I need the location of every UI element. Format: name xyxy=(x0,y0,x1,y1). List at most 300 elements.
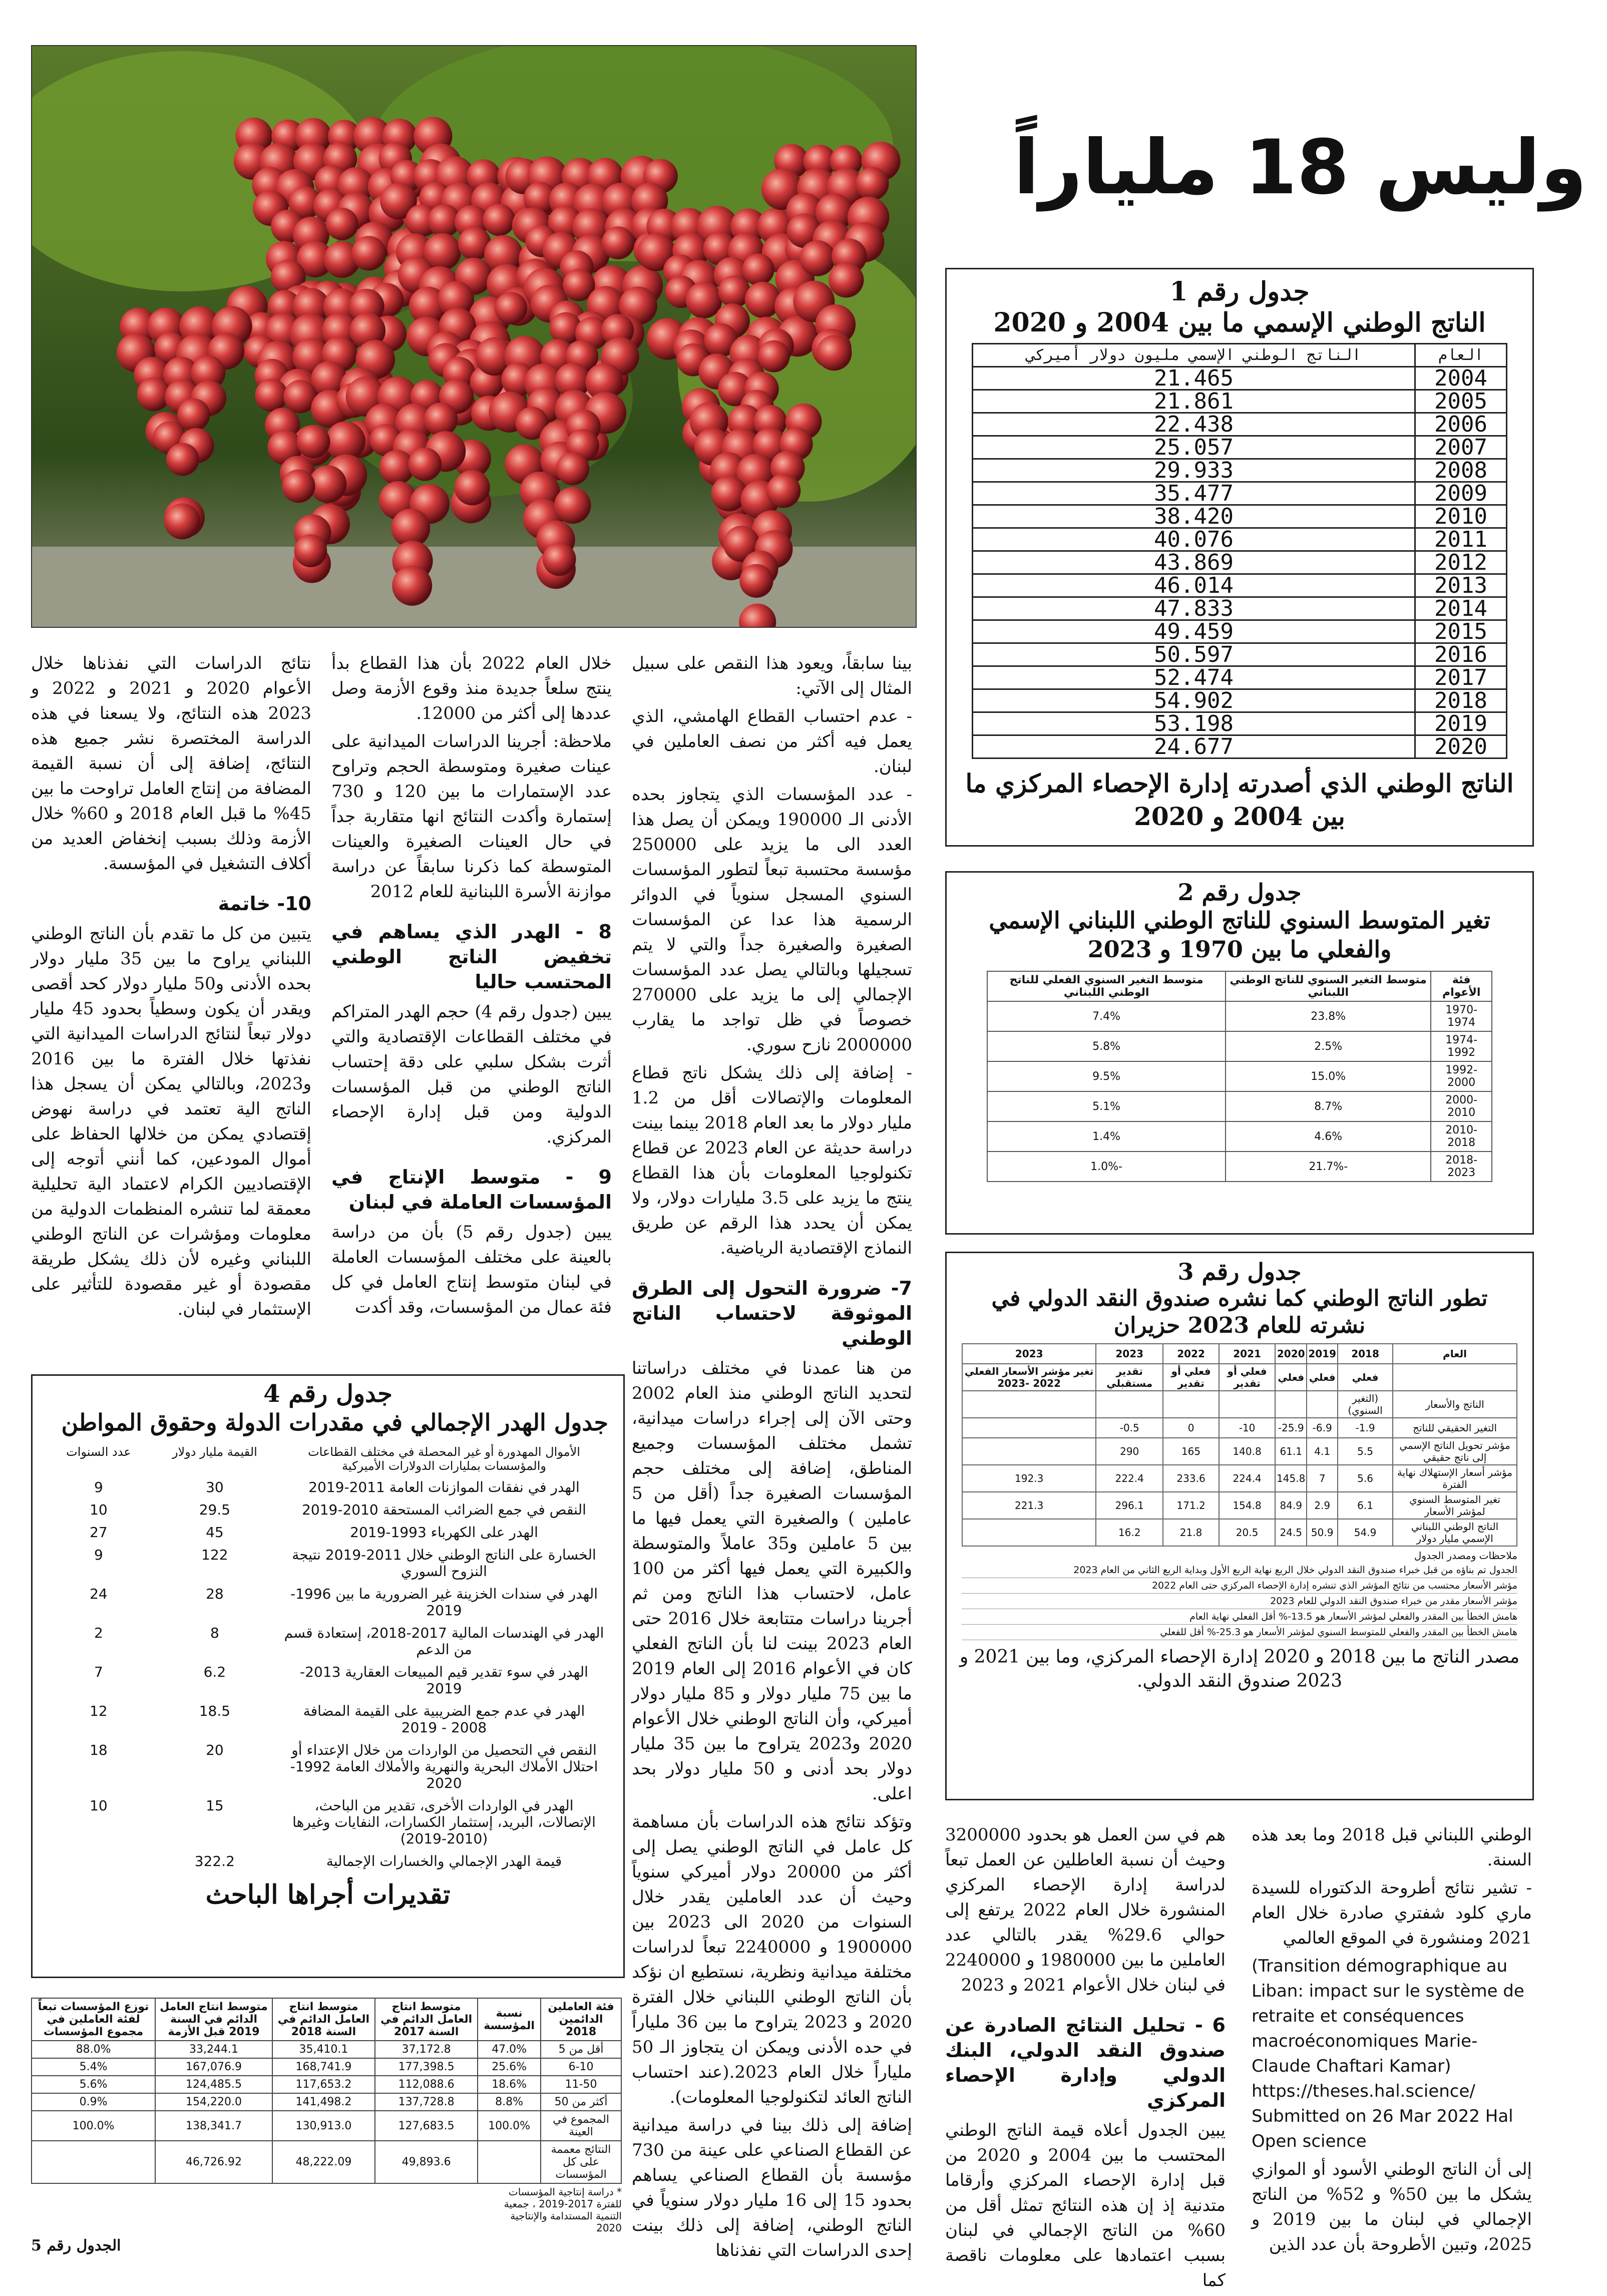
table-3 xyxy=(962,1343,1517,1547)
table-2-cell: -1.0% xyxy=(987,1152,1226,1182)
table-5-cell: 88.0% xyxy=(32,2041,155,2058)
paragraph: يبين (جدول رقم 4) حجم الهدر المتراكم في مختلف القطاعات الإقتصادية والتي أثرت بشكل سلبي على دقة إحتساب الناتج الوطني من قبل المؤسسات الدولية ومن قبل إدارة الإحصاء المركزي. xyxy=(331,1002,612,1147)
table-1-value: 52.474 xyxy=(973,666,1415,689)
table-1-row xyxy=(973,390,1507,413)
table-4-total-label: قيمة الهدر الإجمالي والخسارات الإجمالية xyxy=(326,1853,562,1869)
table-4-item: الهدر في سندات الخزينة غير الضرورية ما بين 1996- 2019 xyxy=(290,1586,598,1619)
table-5-cell: 168,741.9 xyxy=(272,2058,375,2076)
table-4-label: جدول رقم 4 xyxy=(263,1380,392,1408)
table-1-year: 2013 xyxy=(1415,574,1507,597)
table-5-cell: النتائج معممة على كل المؤسسات xyxy=(541,2141,621,2183)
table-3-cell: 5.6 xyxy=(1338,1465,1393,1492)
table-2-row xyxy=(987,1061,1492,1091)
table-1-year: 2016 xyxy=(1415,643,1507,666)
table-3-cell: 7 xyxy=(1307,1465,1338,1492)
paragraph: إلى أن الناتج الوطني الأسود أو الموازي يشكل ما بين 50% و 52% من الناتج الإجمالي في لبنان ما بين 2019 و 2025، وتبين الأطروحة بأن عدد الذين xyxy=(1252,2159,1532,2254)
table-4-item: النقص في التحصيل من الواردات من خلال الإعتداء أو احتلال الأملاك البحرية والنهرية والأملاك العامة 1992-2020 xyxy=(290,1742,598,1791)
table-3-year: 2023 xyxy=(1096,1344,1163,1364)
table-3-box xyxy=(945,1252,1534,1800)
table-3-cell xyxy=(1275,1391,1307,1418)
table-3-row-label: الناتج الوطني اللبناني الإسمي مليار دولار xyxy=(1393,1519,1517,1546)
table-3-year: 2019 xyxy=(1307,1344,1338,1364)
paragraph: - إضافة إلى ذلك يشكل ناتج قطاع المعلومات والإتصالات أقل من 1.2 مليار دولار ما بعد العام 2018 بينما بينت دراسة حديثة عن العام 2023 عن قطاع تكنولوجيا المعلومات بأن هذا القطاع ينتج ما يزيد على 3.5 مليارات دولار، ولا يمكن أن يحدد هذا الرقم عن طريق النماذج الإقتصادية الرياضية. xyxy=(632,1063,912,1258)
table-3-row-label: الناتج والأسعار xyxy=(1393,1391,1517,1418)
grape xyxy=(856,167,889,201)
paragraph: - عدد المؤسسات الذي يتجاوز بحده الأدنى الـ 190000 ويمكن أن يصل هذا العدد الى ما يزيد على 250000 مؤسسة محتسبة تبعاً لتطور المؤسسات السنوي المسجل سنوياً في الدوائر الرسمية هذا عدا عن المؤسسات الصغيرة والصغيرة جداً والتي لا يتم تسجيلها وبالتالي يصل عدد المؤسسات الإجمالي إلى ما يزيد على 270000 خصوصاً في ظل تواجد ما يقارب 2000000 نازح سوري. xyxy=(632,785,912,1055)
paragraph: ملاحظة: أجرينا الدراسات الميدانية على عينات صغيرة ومتوسطة الحجم وتراوح عدد الإستمارات ما بين 120 و 730 إستمارة وأكدت النتائج انها متقاربة جداً في حال العينات الصغيرة والعينات المتوسطة كما ذكرنا سابقاً عن دراسة موازنة الأسرة اللبنانية للعام 2012 xyxy=(331,731,612,902)
grape xyxy=(424,403,458,437)
table-2-cell: 7.4% xyxy=(987,1001,1226,1031)
table-1-row xyxy=(973,643,1507,666)
table-5-cell: 138,341.7 xyxy=(155,2111,272,2141)
table-1-row xyxy=(973,528,1507,551)
table-4-years: 24 xyxy=(90,1586,108,1602)
table-5-cell: 5.6% xyxy=(32,2076,155,2093)
table-4-row xyxy=(48,1544,608,1583)
paragraph: يتبين من كل ما تقدم بأن الناتج الوطني اللبناني يراوح ما بين 35 مليار دولار بحده الأدنى و50 مليار دولار كحد أقصى ويقدر أن يكون وسطياً بحدود 45 مليار دولار تبعاً لنتائج الدراسات الميدانية التي نفذتها خلال الفترة ما بين 2016 و2023، وبالتالي يمكن أن يسجل هذا الناتج الية تعتمد في دراسة نهوض إقتصادي يمكن من خلالها الحفاظ على أموال المودعين، كما أنني أتوجه إلى الإقتصاديين الكرام لاعتماد الية تحليلية معمقة لما تنشره المنظمات الدولية من معلومات ومؤشرات عن الناتج الوطني اللبناني وغيره لأن ذلك يشكل طريقة مقصودة أو غير مقصودة للتأثير على الإستثمار في لبنان. xyxy=(31,924,312,1319)
table-2-header: متوسط التغير السنوي الفعلي للناتج الوطني اللبناني xyxy=(987,971,1226,1001)
table-1-value: 43.869 xyxy=(973,551,1415,574)
table-3-note: هامش الخطأ بين المقدر والفعلي لمؤشر الأسعار هو 13.5-% أقل الفعلي نهاية العام xyxy=(962,1609,1517,1625)
table-3-cell: 54.9 xyxy=(1338,1519,1393,1546)
table-3-kind: فعلي xyxy=(1275,1364,1307,1391)
table-3-row xyxy=(962,1438,1517,1465)
table-2-cell: 5.8% xyxy=(987,1031,1226,1061)
grape xyxy=(602,226,635,259)
table-4-item: الهدر في الهندسات المالية 2017-2018، إستعادة قسم من الدعم xyxy=(284,1625,604,1658)
table-5-header: نسبة المؤسسة xyxy=(478,1998,541,2041)
grape xyxy=(326,208,358,240)
table-5-cell: 154,220.0 xyxy=(155,2093,272,2111)
table-2-cell: 1970-1974 xyxy=(1431,1001,1492,1031)
table-2-box xyxy=(945,871,1534,1235)
table-5-cell: 47.0% xyxy=(478,2041,541,2058)
table-1-label: جدول رقم 1 xyxy=(1169,276,1310,307)
table-4-head-years: عدد السنوات xyxy=(66,1445,131,1459)
grape xyxy=(483,204,515,236)
table-3-cell: 4.1 xyxy=(1307,1438,1338,1465)
table-3-year: 2020 xyxy=(1275,1344,1307,1364)
table-4-item: الهدر على الكهرباء 1993-2019 xyxy=(350,1524,538,1541)
table-5-cell: 141,498.2 xyxy=(272,2093,375,2111)
table-4-value: 45 xyxy=(206,1524,224,1541)
table-1-row xyxy=(973,413,1507,436)
table-5-header: فئة العاملين الدائمين 2018 xyxy=(541,1998,621,2041)
section-heading: 9 - متوسط الإنتاج في المؤسسات العاملة في لبنان xyxy=(331,1166,612,1213)
table-3-row-label: التغير الحقيقي للناتج xyxy=(1393,1418,1517,1438)
table-4-box xyxy=(31,1374,625,1978)
table-5-cell: 100.0% xyxy=(478,2111,541,2141)
table-1-row xyxy=(973,574,1507,597)
table-3-note: مؤشر الأسعار محتسب من نتائج المؤشر الذي تنشره إدارة الإحصاء المركزي حتى العام 2022 xyxy=(962,1578,1517,1594)
table-1-value: 21.465 xyxy=(973,367,1415,390)
table-5-cell: أكثر من 50 xyxy=(541,2093,621,2111)
table-4-value: 15 xyxy=(206,1797,224,1814)
table-4-years: 9 xyxy=(94,1547,103,1563)
table-5-cell: 127,683.5 xyxy=(375,2111,478,2141)
table-2-row xyxy=(987,1031,1492,1061)
paragraph: إضافة إلى ذلك بينا في دراسة ميدانية عن القطاع الصناعي على عينة من 730 مؤسسة بأن القطاع الصناعي يساهم بحدود 15 إلى 16 مليار دولار سنوياً في الناتج الوطني، إضافة إلى ذلك بينت إحدى الدراسات التي نفذناها xyxy=(632,2115,912,2260)
table-5-cell: 177,398.5 xyxy=(375,2058,478,2076)
table-2-cell: 5.1% xyxy=(987,1091,1226,1121)
table-1-value: 22.438 xyxy=(973,413,1415,436)
table-5-cell: 18.6% xyxy=(478,2076,541,2093)
table-5-cell: المجموع في العينة xyxy=(541,2111,621,2141)
paragraph: - تشير نتائج أطروحة الدكتوراه للسيدة ماري كلود شفتري صادرة خلال العام 2021 ومنشورة في الموقع العالمي xyxy=(1252,1878,1532,1948)
table-1-year: 2006 xyxy=(1415,413,1507,436)
grape xyxy=(164,503,200,539)
table-1-header-value: الناتج الوطني الإسمي مليون دولار أميركي xyxy=(973,344,1415,367)
section-heading: 8 - الهدر الذي يساهم في تخفيض الناتج الوطني المحتسب حاليا xyxy=(331,921,612,993)
paragraph: وتؤكد نتائج هذه الدراسات بأن مساهمة كل عامل في الناتج الوطني يصل إلى أكثر من 20000 دولار أميركي سنوياً وحيث أن عدد العاملين يقدر خلال السنوات من 2020 الى 2023 بين 1900000 و 2240000 تبعاً لدراسات مختلفة ميدانية ونظرية، نستطيع ان نؤكد بأن الناتج الوطني اللبناني خلال الفترة 2020 و 2023 يتراوح ما بين 36 ملياراً في حده الأدنى ويمكن ان يتجاوز الـ 50 ملياراً خلال العام 2023.(عند احتساب الناتج العائد لتكنولوجيا المعلومات). xyxy=(632,1812,913,2107)
table-1-year: 2014 xyxy=(1415,597,1507,620)
table-4-value: 18.5 xyxy=(199,1703,231,1719)
table-5-cell: 33,244.1 xyxy=(155,2041,272,2058)
table-3-cell: 20.5 xyxy=(1219,1519,1275,1546)
table-3-cell: 222.4 xyxy=(1096,1465,1163,1492)
paragraph: هم في سن العمل هو بحدود 3200000 وحيث أن نسبة العاطلين عن العمل تبعاً لدراسة إدارة الإحصاء المركزي المنشورة خلال العام 2022 يرتفع إلى حوالي 29.6% يقدر بالتالي عدد العاملين ما بين 1980000 و 2240000 في لبنان خلال الأعوام 2021 و 2023 xyxy=(945,1825,1226,1995)
table-3-cell: 233.6 xyxy=(1163,1465,1219,1492)
grape xyxy=(297,425,330,459)
table-5-row xyxy=(32,2141,621,2183)
table-5-cell xyxy=(32,2141,155,2183)
table-5-cell: 37,172.8 xyxy=(375,2041,478,2058)
table-2-cell: 2.5% xyxy=(1226,1031,1431,1061)
paragraph: يبين الجدول أعلاه قيمة الناتج الوطني المحتسب ما بين 2004 و 2020 من قبل إدارة الإحصاء المركزي وأرقاما متدنية إذ إن هذه النتائج تمثل أقل من 60% من الناتج الإجمالي في لبنان بسبب اعتمادها على معلومات ناقصة كما xyxy=(945,2120,1226,2290)
table-4-value: 8 xyxy=(210,1625,219,1641)
table-1-value: 24.677 xyxy=(973,735,1415,758)
table-1-value: 29.933 xyxy=(973,459,1415,482)
table-3-cell: 165 xyxy=(1163,1438,1219,1465)
table-3-cell: 2.9 xyxy=(1307,1492,1338,1519)
table-5-cell: 6-10 xyxy=(541,2058,621,2076)
table-2 xyxy=(987,971,1492,1182)
paragraph: نتائج الدراسات التي نفذناها خلال الأعوام 2020 و 2021 و 2022 و 2023 هذه النتائج، ولا يسعنا في هذه الدراسة المختصرة نشر جميع هذه النتائج، إضافة إلى أن نسبة القيمة المضافة من إنتاج العامل تراوحت ما بين 45% ما قبل العام 2018 و 60% خلال الأزمة وذلك بسبب إنخفاض العديد من أكلاف التشغيل في المؤسسة. xyxy=(31,653,311,874)
table-4-years: 18 xyxy=(90,1742,108,1758)
table-2-cell: 9.5% xyxy=(987,1061,1226,1091)
article-column-1 xyxy=(632,651,912,2266)
table-3-cell xyxy=(962,1519,1096,1546)
table-3-row xyxy=(962,1519,1517,1546)
table-3-cell: 171.2 xyxy=(1163,1492,1219,1519)
table-3-cell: 24.5 xyxy=(1275,1519,1307,1546)
table-5-row xyxy=(32,2093,621,2111)
section-heading: 10- خاتمة xyxy=(218,893,311,915)
table-4-row xyxy=(48,1661,608,1700)
table-3-kind: فعلي أو تقدير xyxy=(1163,1364,1219,1391)
table-3-row-header: العام xyxy=(1393,1344,1517,1364)
table-4-years: 10 xyxy=(90,1501,108,1518)
paragraph: خلال العام 2022 بأن هذا القطاع بدأ ينتج سلعاً جديدة منذ وقوع الأزمة وصل عددها إلى أكثر من 12000. xyxy=(331,653,612,723)
grape xyxy=(554,487,591,524)
table-2-cell: 2010-2018 xyxy=(1431,1121,1492,1152)
grape xyxy=(408,448,442,481)
grape xyxy=(799,240,836,276)
table-3-cell: 224.4 xyxy=(1219,1465,1275,1492)
table-3-cell: 154.8 xyxy=(1219,1492,1275,1519)
table-3-row xyxy=(962,1492,1517,1519)
table-1-year: 2017 xyxy=(1415,666,1507,689)
table-1-header-year: العام xyxy=(1415,344,1507,367)
grape xyxy=(742,253,774,285)
table-2-cell: 1.4% xyxy=(987,1121,1226,1152)
table-2-cell: 15.0% xyxy=(1226,1061,1431,1091)
article-column-5 xyxy=(1252,1822,1532,2260)
table-1-value: 50.597 xyxy=(973,643,1415,666)
table-1-box xyxy=(945,268,1534,847)
table-3-label: جدول رقم 3 xyxy=(1177,1258,1302,1285)
article-column-4 xyxy=(945,1822,1226,2296)
table-4-row xyxy=(48,1521,608,1544)
table-3-cell: 6.1 xyxy=(1338,1492,1393,1519)
table-3-cell xyxy=(962,1438,1096,1465)
article-column-3 xyxy=(31,651,311,1325)
table-5-cell: 167,076.9 xyxy=(155,2058,272,2076)
table-1-value: 35.477 xyxy=(973,482,1415,505)
table-4-value: 122 xyxy=(201,1547,228,1563)
table-1-value: 38.420 xyxy=(973,505,1415,528)
table-3-kind: تغير مؤشر الأسعار الفعلي 2022 -2023 xyxy=(962,1364,1096,1391)
headline: وليس 18 ملياراً xyxy=(1013,124,1587,211)
grape xyxy=(556,452,589,485)
table-5-cell: 46,726.92 xyxy=(155,2141,272,2183)
paragraph: بينا سابقاً، ويعود هذا النقص على سبيل المثال إلى الآتي: xyxy=(632,653,912,698)
table-1-row xyxy=(973,367,1507,390)
table-4-value: 20 xyxy=(206,1742,224,1758)
table-2-header: فئة الأعوام xyxy=(1431,971,1492,1001)
table-3-cell xyxy=(1307,1391,1338,1418)
table-1-year: 2015 xyxy=(1415,620,1507,643)
table-1-value: 21.861 xyxy=(973,390,1415,413)
table-3-cell xyxy=(1096,1391,1163,1418)
table-2-cell: 2000-2010 xyxy=(1431,1091,1492,1121)
paragraph: الوطني اللبناني قبل 2018 وما بعد هذه السنة. xyxy=(1252,1825,1532,1870)
table-1-year: 2010 xyxy=(1415,505,1507,528)
table-5-cell: 8.8% xyxy=(478,2093,541,2111)
table-1-row xyxy=(973,689,1507,712)
table-4-years: 7 xyxy=(94,1664,103,1680)
table-4-years: 12 xyxy=(90,1703,108,1719)
grape xyxy=(739,564,773,598)
grape xyxy=(766,474,800,508)
table-1-value: 25.057 xyxy=(973,436,1415,459)
table-3-cell: 192.3 xyxy=(962,1465,1096,1492)
table-1-value: 47.833 xyxy=(973,597,1415,620)
table-3-row-label: تغير المتوسط السنوي لمؤشر الأسعار xyxy=(1393,1492,1517,1519)
table-1-year: 2020 xyxy=(1415,735,1507,758)
grape xyxy=(711,476,747,511)
table-2-cell: 23.8% xyxy=(1226,1001,1431,1031)
section-heading: 6 - تحليل النتائج الصادرة عن صندوق النقد الدولي، البنك الدولي وإدارة الإحصاء المركزي xyxy=(945,2014,1226,2111)
table-3-cell: 290 xyxy=(1096,1438,1163,1465)
table-1-value: 54.902 xyxy=(973,689,1415,712)
table-3-notes-title: ملاحظات ومصدر الجدول xyxy=(1414,1550,1517,1562)
table-4-item: الهدر في نفقات الموازنات العامة 2011-2019 xyxy=(308,1479,580,1495)
table-4-years: 9 xyxy=(94,1479,103,1495)
table-2-header: متوسط التغير السنوي للناتج الوطني اللبناني xyxy=(1226,971,1431,1001)
table-5-caption: الجدول رقم 5 xyxy=(31,2237,121,2254)
table-1-value: 49.459 xyxy=(973,620,1415,643)
grape xyxy=(455,470,490,506)
table-3-cell: 6.9- xyxy=(1307,1418,1338,1438)
table-3-cell: 221.3 xyxy=(962,1492,1096,1519)
grapes-photo xyxy=(31,45,917,628)
table-5-cell xyxy=(478,2141,541,2183)
table-4-item: النقص في جمع الضرائب المستحقة 2010-2019 xyxy=(302,1501,586,1518)
table-2-cell: 4.6% xyxy=(1226,1121,1431,1152)
table-5-header: توزع المؤسسات تبعاً لفئة العاملين في مجموع المؤسسات xyxy=(32,1998,155,2041)
grape xyxy=(686,282,722,318)
table-5 xyxy=(31,1998,622,2184)
table-3-note: الجدول تم بناؤه من قبل خبراء صندوق النقد الدولي خلال الربع نهاية الربع الأول وبداية الربع الثاني من العام 2023 xyxy=(962,1563,1517,1578)
table-1-value: 46.014 xyxy=(973,574,1415,597)
table-3-kind: فعلي أو تقدير xyxy=(1219,1364,1275,1391)
table-4-item: الهدر في عدم جمع الضريبية على القيمة المضافة 2008 - 2019 xyxy=(303,1703,585,1736)
table-3-cell: 1.9- xyxy=(1338,1418,1393,1438)
grape xyxy=(255,379,288,412)
table-2-label: جدول رقم 2 xyxy=(1177,879,1302,906)
grape xyxy=(294,534,327,567)
table-1-row xyxy=(973,712,1507,735)
table-5-box xyxy=(31,1998,622,2254)
table-3-year: 2018 xyxy=(1338,1344,1393,1364)
latin-citation: (Transition démographique au Liban: impact sur le système de retraite et conséquences macroéconomiques Marie-Claude Chaftari Kamar) https://theses.hal.science/ Submitted on 26 Mar 2022 Hal Open science xyxy=(1252,1956,1524,2151)
table-5-header: متوسط انتاج العامل الدائم في السنة 2019 قبل الأزمة xyxy=(155,1998,272,2041)
table-3-year: 2023 xyxy=(962,1344,1096,1364)
table-4-row xyxy=(48,1583,608,1622)
table-3-year: 2021 xyxy=(1219,1344,1275,1364)
table-4-caption: تقديرات أجراها الباحث xyxy=(205,1879,451,1910)
table-1-year: 2005 xyxy=(1415,390,1507,413)
table-2-title: تغير المتوسط السنوي للناتج الوطني اللبناني الإسمي والفعلي ما بين 1970 و 2023 xyxy=(989,907,1490,963)
table-1-year: 2009 xyxy=(1415,482,1507,505)
table-2-cell: 8.7% xyxy=(1226,1091,1431,1121)
table-5-cell: 130,913.0 xyxy=(272,2111,375,2141)
table-5-cell: 137,728.8 xyxy=(375,2093,478,2111)
table-2-row xyxy=(987,1091,1492,1121)
table-3-cell xyxy=(1163,1391,1219,1418)
table-3-kind: فعلي xyxy=(1338,1364,1393,1391)
table-3-cell: 0 xyxy=(1163,1418,1219,1438)
table-5-row xyxy=(32,2041,621,2058)
table-3-kind-blank xyxy=(1393,1364,1517,1391)
table-4-head-value: القيمة مليار دولار xyxy=(172,1445,257,1459)
table-4-years: 10 xyxy=(90,1797,108,1814)
table-3-cell: 5.5 xyxy=(1338,1438,1393,1465)
section-heading: 7- ضرورة التحول إلى الطرق الموثوقة لاحتساب الناتج الوطني xyxy=(632,1277,912,1349)
table-1-year: 2004 xyxy=(1415,367,1507,390)
table-4 xyxy=(48,1442,608,1872)
table-5-row xyxy=(32,2111,621,2141)
table-3-row-label: مؤشر تحويل الناتج الإسمي إلى ناتج حقيقي xyxy=(1393,1438,1517,1465)
table-3-cell: 145.8 xyxy=(1275,1465,1307,1492)
table-3-cell: 84.9 xyxy=(1275,1492,1307,1519)
table-1-row xyxy=(973,551,1507,574)
paragraph: من هنا عمدنا في مختلف دراساتنا لتحديد الناتج الوطني منذ العام 2002 وحتى الآن إلى إجراء دراسات ميدانية، تشمل مختلف المؤسسات وجميع المناطق، إضافة إلى مختلف حجم المؤسسات الصغيرة جداً (أقل من 5 عاملين ) والصغيرة التي يعمل فيها ما بين 5 عاملين و35 عاملاً والمتوسطة والكبيرة التي يعمل فيها أكثر من 100 عامل، لاحتساب هذا الناتج ومن ثم أجرينا دراسات متتابعة خلال 2016 حتى العام 2023 بينت لنا بأن الناتج الفعلي كان في الأعوام 2016 إلى العام 2019 ما بين 75 مليار دولار و 85 مليار دولار أميركي، وأن الناتج الوطني خلال الأعوام 2020 و2023 يتراوح ما بين 35 مليار دولار بحد أدنى و 50 مليار دولار بحد اعلى. xyxy=(632,1358,913,1804)
grape xyxy=(166,443,199,476)
table-1-row xyxy=(973,505,1507,528)
table-1-row xyxy=(973,666,1507,689)
table-1-value: 53.198 xyxy=(973,712,1415,735)
grape xyxy=(758,340,790,372)
table-1-year: 2018 xyxy=(1415,689,1507,712)
grape xyxy=(177,399,210,431)
table-3-kind: تقدير مستقبلي xyxy=(1096,1364,1163,1391)
table-5-header: متوسط انتاج العامل الدائم في السنة 2017 xyxy=(375,1998,478,2041)
table-4-years: 2 xyxy=(94,1625,103,1641)
table-4-item: الهدر في الواردات الأخرى، تقدير من الباحث، الإتصالات، البريد، إستثمار الكسارات، النفايات وغيرها (2010-2019) xyxy=(292,1797,596,1847)
table-1-year: 2012 xyxy=(1415,551,1507,574)
table-5-cell: 0.9% xyxy=(32,2093,155,2111)
table-5-cell: 48,222.09 xyxy=(272,2141,375,2183)
table-5-cell: أقل من 5 xyxy=(541,2041,621,2058)
table-2-cell: 1992-2000 xyxy=(1431,1061,1492,1091)
table-4-row xyxy=(48,1739,608,1794)
grape xyxy=(543,543,576,576)
table-1-row xyxy=(973,482,1507,505)
table-4-value: 6.2 xyxy=(203,1664,226,1680)
table-1 xyxy=(972,343,1507,759)
table-5-cell: 5.4% xyxy=(32,2058,155,2076)
table-3-cell: (التغير السنوي) xyxy=(1338,1391,1393,1418)
table-5-cell: 35,410.1 xyxy=(272,2041,375,2058)
table-4-item: الخسارة على الناتج الوطني خلال 2011-2019 نتيجة النزوح السوري xyxy=(292,1547,596,1580)
table-3-cell: 16.2 xyxy=(1096,1519,1163,1546)
table-1-title: الناتج الوطني الإسمي ما بين 2004 و 2020 xyxy=(993,307,1486,338)
table-3-title: تطور الناتج الوطني كما نشره صندوق النقد الدولي في نشرته للعام 2023 حزيران xyxy=(991,1286,1488,1338)
table-1-value: 40.076 xyxy=(973,528,1415,551)
table-5-cell: 112,088.6 xyxy=(375,2076,478,2093)
paragraph: - عدم احتساب القطاع الهامشي، الذي يعمل فيه أكثر من نصف العاملين في لبنان. xyxy=(632,706,912,777)
table-2-cell: 1974-1992 xyxy=(1431,1031,1492,1061)
table-3-cell: 50.9 xyxy=(1307,1519,1338,1546)
table-1-year: 2011 xyxy=(1415,528,1507,551)
table-5-cell: 117,653.2 xyxy=(272,2076,375,2093)
grape xyxy=(817,335,852,370)
grapes-illustration xyxy=(32,46,916,627)
table-3-cell xyxy=(962,1418,1096,1438)
table-3-cell: 140.8 xyxy=(1219,1438,1275,1465)
table-5-cell: 25.6% xyxy=(478,2058,541,2076)
table-1-row xyxy=(973,436,1507,459)
table-4-years: 27 xyxy=(90,1524,108,1541)
table-5-row xyxy=(32,2076,621,2093)
table-3-cell: 21.8 xyxy=(1163,1519,1219,1546)
table-4-row xyxy=(48,1622,608,1661)
table-3-cell: 25.9- xyxy=(1275,1418,1307,1438)
table-4-row xyxy=(48,1794,608,1850)
table-5-cell: 49,893.6 xyxy=(375,2141,478,2183)
table-4-row xyxy=(48,1476,608,1498)
grape xyxy=(829,262,864,297)
article-column-2 xyxy=(331,651,612,1323)
table-4-total-value: 322.2 xyxy=(194,1853,235,1869)
table-1-row xyxy=(973,620,1507,643)
table-1-caption: الناتج الوطني الذي أصدرته إدارة الإحصاء المركزي ما بين 2004 و 2020 xyxy=(965,769,1514,831)
table-1-year: 2007 xyxy=(1415,436,1507,459)
table-3-cell: 10- xyxy=(1219,1418,1275,1438)
table-4-value: 28 xyxy=(206,1586,224,1602)
grape xyxy=(392,566,432,606)
table-3-row-label: مؤشر أسعار الإستهلاك نهاية الفترة xyxy=(1393,1465,1517,1492)
grape xyxy=(351,236,386,270)
table-3-row xyxy=(962,1391,1517,1418)
table-3-cell: 61.1 xyxy=(1275,1438,1307,1465)
table-3-cell xyxy=(1219,1391,1275,1418)
table-4-row xyxy=(48,1498,608,1521)
table-3-note: مؤشر الأسعار مقدر من خبراء صندوق النقد الدولي للعام 2023 xyxy=(962,1594,1517,1609)
table-1-row xyxy=(973,459,1507,482)
